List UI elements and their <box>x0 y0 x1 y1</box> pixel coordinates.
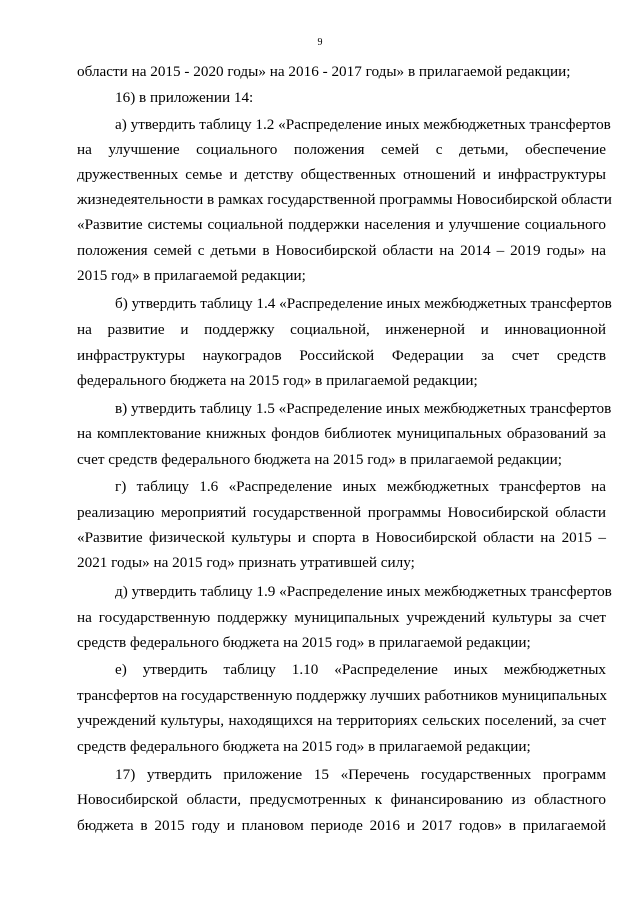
text-line: б) утвердить таблицу 1.4 «Распределение иных межбюджетных трансфертов <box>115 295 612 312</box>
text-line: реализацию мероприятий государственной программы Новосибирской области <box>77 504 606 521</box>
text-line: в) утвердить таблицу 1.5 «Распределение иных межбюджетных трансфертов <box>115 400 612 417</box>
text-line: на комплектование книжных фондов библиотек муниципальных образований за <box>77 425 606 442</box>
text-line: федерального бюджета на 2015 год» в прилагаемой редакции; <box>77 372 478 389</box>
text-line: 2021 годы» на 2015 год» признать утратившей силу; <box>77 554 415 571</box>
page-number: 9 <box>317 37 323 48</box>
text-line: счет средств федерального бюджета на 2015 год» в прилагаемой редакции; <box>77 451 562 468</box>
text-line: трансфертов на государственную поддержку лучших работников муниципальных <box>77 687 607 704</box>
text-line: средств федерального бюджета на 2015 год» в прилагаемой редакции; <box>77 634 531 651</box>
text-line: области на 2015 - 2020 годы» на 2016 - 2017 годы» в прилагаемой редакции; <box>77 63 571 80</box>
text-line: бюджета в 2015 году и плановом периоде 2016 и 2017 годов» в прилагаемой <box>77 817 606 834</box>
text-line: е) утвердить таблицу 1.10 «Распределение иных межбюджетных <box>115 661 606 678</box>
text-line: д) утвердить таблицу 1.9 «Распределение иных межбюджетных трансфертов <box>115 583 612 600</box>
text-line: г) таблицу 1.6 «Распределение иных межбюджетных трансфертов на <box>115 478 606 495</box>
text-line: дружественных семье и детству общественных отношений и инфраструктуры <box>77 166 606 183</box>
text-line: Новосибирской области, предусмотренных к финансированию из областного <box>77 791 606 808</box>
text-line: «Развитие физической культуры и спорта в Новосибирской области на 2015 – <box>77 529 606 546</box>
text-line: 2015 год» в прилагаемой редакции; <box>77 267 306 284</box>
text-line: учреждений культуры, находящихся на территориях сельских поселений, за счет <box>77 712 606 729</box>
text-line: а) утвердить таблицу 1.2 «Распределение иных межбюджетных трансфертов <box>115 116 611 133</box>
paragraph-16-heading: 16) в приложении 14: <box>115 89 254 106</box>
text-line: жизнедеятельности в рамках государственной программы Новосибирской области <box>77 191 612 208</box>
text-line: инфраструктуры наукоградов Российской Федерации за счет средств <box>77 347 606 364</box>
text-line: на государственную поддержку муниципальных учреждений культуры за счет <box>77 609 606 626</box>
text-line: средств федерального бюджета на 2015 год» в прилагаемой редакции; <box>77 738 531 755</box>
text-line: положения семей с детьми в Новосибирской области на 2014 – 2019 годы» на <box>77 242 606 259</box>
text-line: на улучшение социального положения семей с детьми, обеспечение <box>77 141 606 158</box>
text-line: на развитие и поддержку социальной, инженерной и инновационной <box>77 321 606 338</box>
text-line: 17) утвердить приложение 15 «Перечень государственных программ <box>115 766 606 783</box>
text-line: «Развитие системы социальной поддержки населения и улучшение социального <box>77 216 606 233</box>
